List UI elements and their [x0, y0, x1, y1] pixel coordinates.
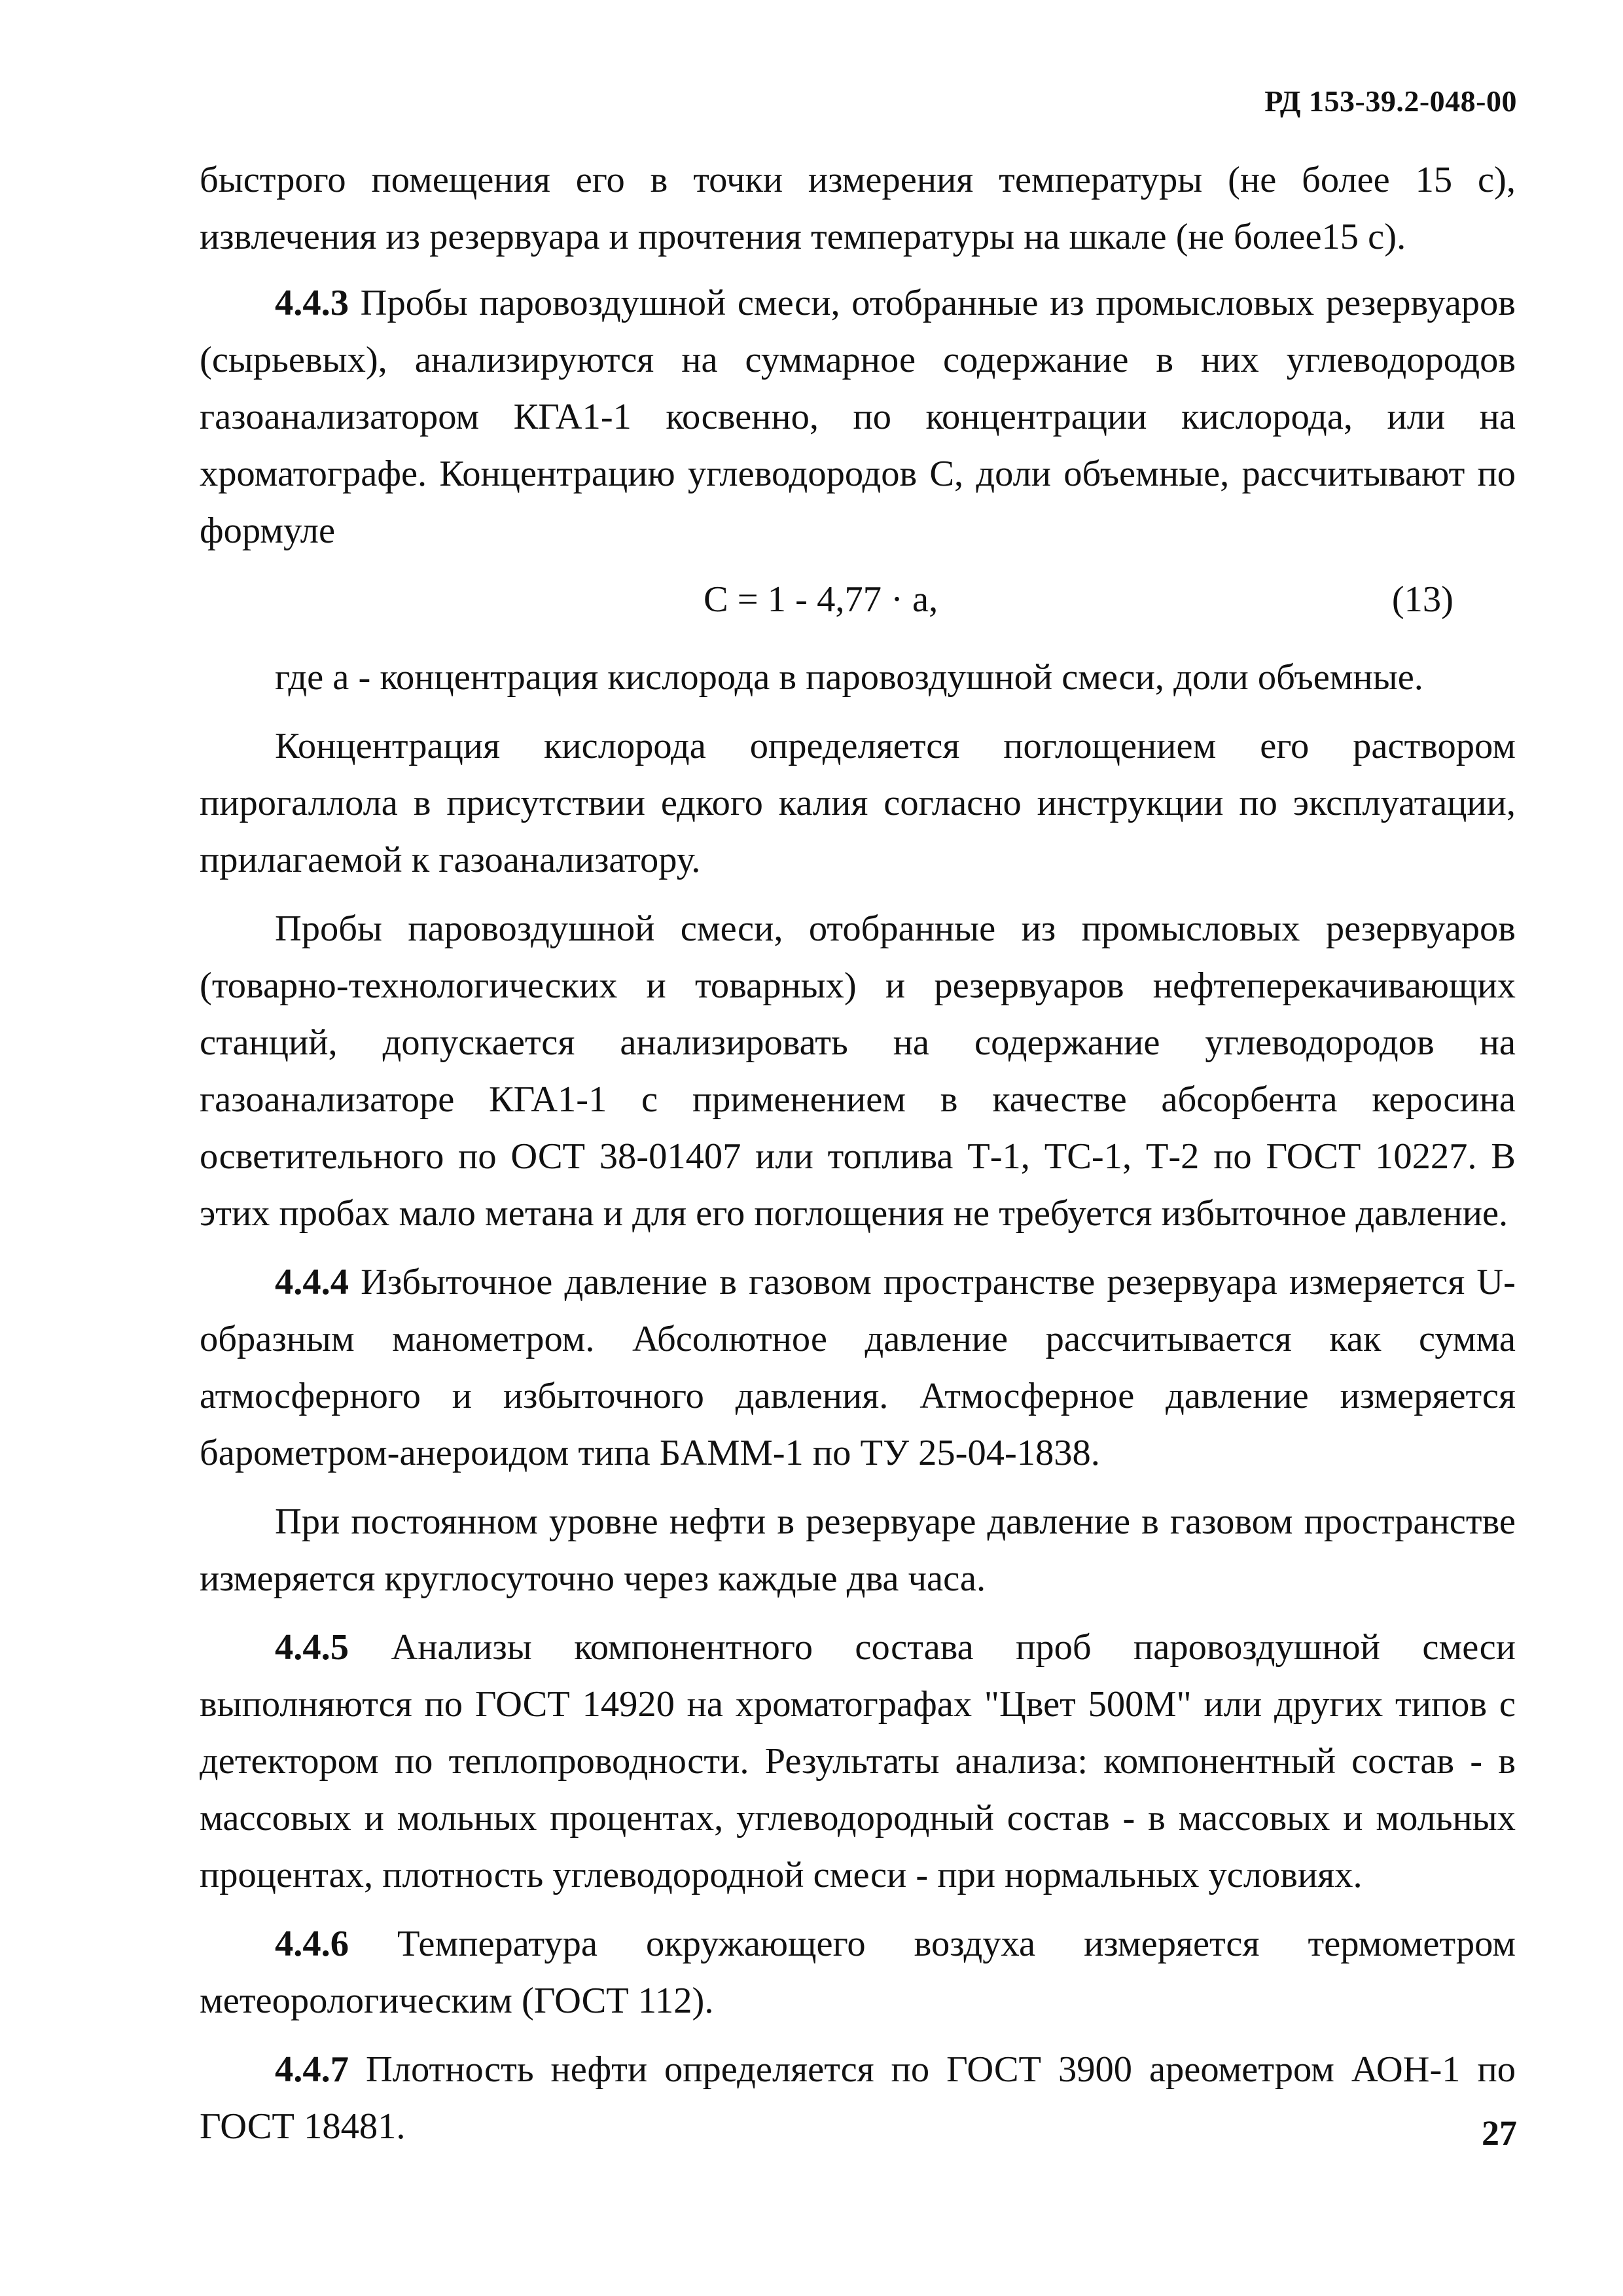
paragraph-text: где а - концентрация кислорода в паровоздушной смеси, доли объемные.: [275, 657, 1423, 698]
clause-number: 4.4.6: [275, 1924, 349, 1964]
paragraph-4-4-3: [200, 275, 1516, 560]
paragraph-oxygen-method: [200, 718, 1516, 889]
clause-number: 4.4.3: [275, 283, 349, 323]
paragraph-continuation: [200, 152, 1516, 266]
body-text: [200, 152, 1516, 2167]
clause-number: 4.4.5: [275, 1627, 349, 1668]
document-code: РД 153-39.2-048-00: [1264, 84, 1517, 118]
paragraph-text: быстрого помещения его в точки измерения температуры (не более 15 с), извлечения из резервуара и прочтения температуры на шкале (не более15 с).: [200, 160, 1516, 257]
paragraph-text: Плотность нефти определяется по ГОСТ 3900 ареометром АОН-1 по ГОСТ 18481.: [200, 2049, 1516, 2147]
paragraph-text: Пробы паровоздушной смеси, отобранные из промысловых резервуаров (сырьевых), анализируются на суммарное содержание в них углеводородов газоанализатором КГА1-1 косвенно, по концентрации кислорода, или на хроматографе. Концентрацию углеводородов С, доли объемные, рассчитывают по формуле: [200, 283, 1516, 551]
paragraph-text: Анализы компонентного состава проб паровоздушной смеси выполняются по ГОСТ 14920 на хроматографах "Цвет 500М" или других типов с детектором по теплопроводности. Результаты анализа: компонентный состав - в массовых и мольных процентах, углеводородный состав - в массовых и мольных процентах, плотность углеводородной смеси - при нормальных условиях.: [200, 1627, 1516, 1895]
paragraph-text: Пробы паровоздушной смеси, отобранные из промысловых резервуаров (товарно-технологических и товарных) и резервуаров нефтеперекачивающих станций, допускается анализировать на содержание углеводородов на газоанализаторе КГА1-1 с применением в качестве абсорбента керосина осветительного по ОСТ 38-01407 или топлива Т-1, ТС-1, Т-2 по ГОСТ 10227. В этих пробах мало метана и для его поглощения не требуется избыточное давление.: [200, 908, 1516, 1234]
paragraph-4-4-4: [200, 1254, 1516, 1482]
page-number: 27: [1482, 2113, 1517, 2153]
paragraph-4-4-5: [200, 1619, 1516, 1904]
paragraph-4-4-6: [200, 1916, 1516, 2030]
paragraph-text: Концентрация кислорода определяется поглощением его раствором пирогаллола в присутствии едкого калия согласно инструкции по эксплуатации, прилагаемой к газоанализатору.: [200, 726, 1516, 880]
paragraph-text: При постоянном уровне нефти в резервуаре давление в газовом пространстве измеряется круглосуточно через каждые два часа.: [200, 1501, 1516, 1599]
paragraph-constant-level: [200, 1494, 1516, 1607]
formula-expression: С = 1 - 4,77 · а,: [704, 579, 938, 620]
clause-number: 4.4.7: [275, 2049, 349, 2090]
formula-number: (13): [1391, 579, 1454, 620]
formula-row: [200, 571, 1516, 628]
paragraph-samples-kerosene: [200, 901, 1516, 1242]
clause-number: 4.4.4: [275, 1262, 349, 1302]
paragraph-4-4-7: [200, 2041, 1516, 2155]
paragraph-text: Температура окружающего воздуха измеряется термометром метеорологическим (ГОСТ 112).: [200, 1924, 1516, 2021]
paragraph-formula-legend: [200, 649, 1516, 706]
paragraph-text: Избыточное давление в газовом пространстве резервуара измеряется U-образным манометром. Абсолютное давление рассчитывается как сумма атмосферного и избыточного давления. Атмосферное давление измеряется барометром-анероидом типа БАММ-1 по ТУ 25-04-1838.: [200, 1262, 1516, 1473]
